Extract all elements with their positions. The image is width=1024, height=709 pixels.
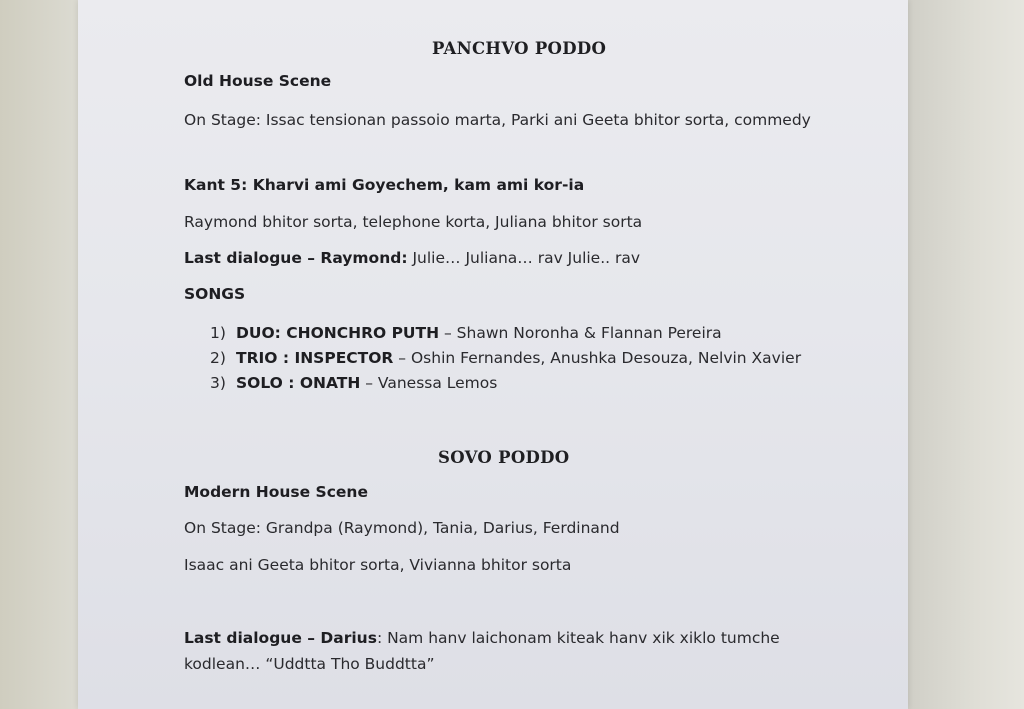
song-item bbox=[210, 374, 497, 392]
section1-kant: Kant 5: Kharvi ami Goyechem, kam ami kor-ia bbox=[184, 176, 585, 194]
song-title: TRIO : INSPECTOR bbox=[236, 349, 394, 367]
song-number: 3) bbox=[210, 374, 226, 392]
section1-title: PANCHVO PODDO bbox=[432, 39, 607, 58]
background-left bbox=[0, 0, 80, 709]
section2-action: Isaac ani Geeta bhitor sorta, Vivianna bhitor sorta bbox=[184, 556, 572, 574]
song-performers: – Shawn Noronha & Flannan Pereira bbox=[439, 324, 722, 342]
section2-scene: Modern House Scene bbox=[184, 483, 368, 501]
song-item bbox=[210, 324, 722, 342]
section1-scene: Old House Scene bbox=[184, 72, 332, 90]
section2-title: SOVO PODDO bbox=[438, 448, 570, 467]
song-number: 2) bbox=[210, 349, 226, 367]
section2-last-dialogue bbox=[184, 625, 804, 677]
song-item bbox=[210, 349, 801, 367]
background-right bbox=[904, 0, 1024, 709]
songs-title: SONGS bbox=[184, 285, 246, 303]
last-dialogue-label: Last dialogue – Raymond: bbox=[184, 249, 408, 267]
song-performers: – Oshin Fernandes, Anushka Desouza, Nelvin Xavier bbox=[393, 349, 802, 367]
section1-on-stage: On Stage: Issac tensionan passoio marta, Parki ani Geeta bhitor sorta, commedy bbox=[184, 111, 811, 129]
last-dialogue-text: : Nam hanv laichonam kiteak hanv xik xiklo tumche kodlean… “Uddtta Tho Buddtta” bbox=[184, 629, 780, 673]
section1-last-dialogue bbox=[184, 249, 640, 267]
section2-on-stage: On Stage: Grandpa (Raymond), Tania, Darius, Ferdinand bbox=[184, 519, 620, 537]
song-performers: – Vanessa Lemos bbox=[360, 374, 498, 392]
song-title: SOLO : ONATH bbox=[236, 374, 361, 392]
section1-action: Raymond bhitor sorta, telephone korta, Juliana bhitor sorta bbox=[184, 213, 643, 231]
last-dialogue-label: Last dialogue – Darius bbox=[184, 629, 377, 647]
last-dialogue-text: Julie… Juliana… rav Julie.. rav bbox=[407, 249, 641, 267]
song-number: 1) bbox=[210, 324, 226, 342]
song-title: DUO: CHONCHRO PUTH bbox=[236, 324, 440, 342]
